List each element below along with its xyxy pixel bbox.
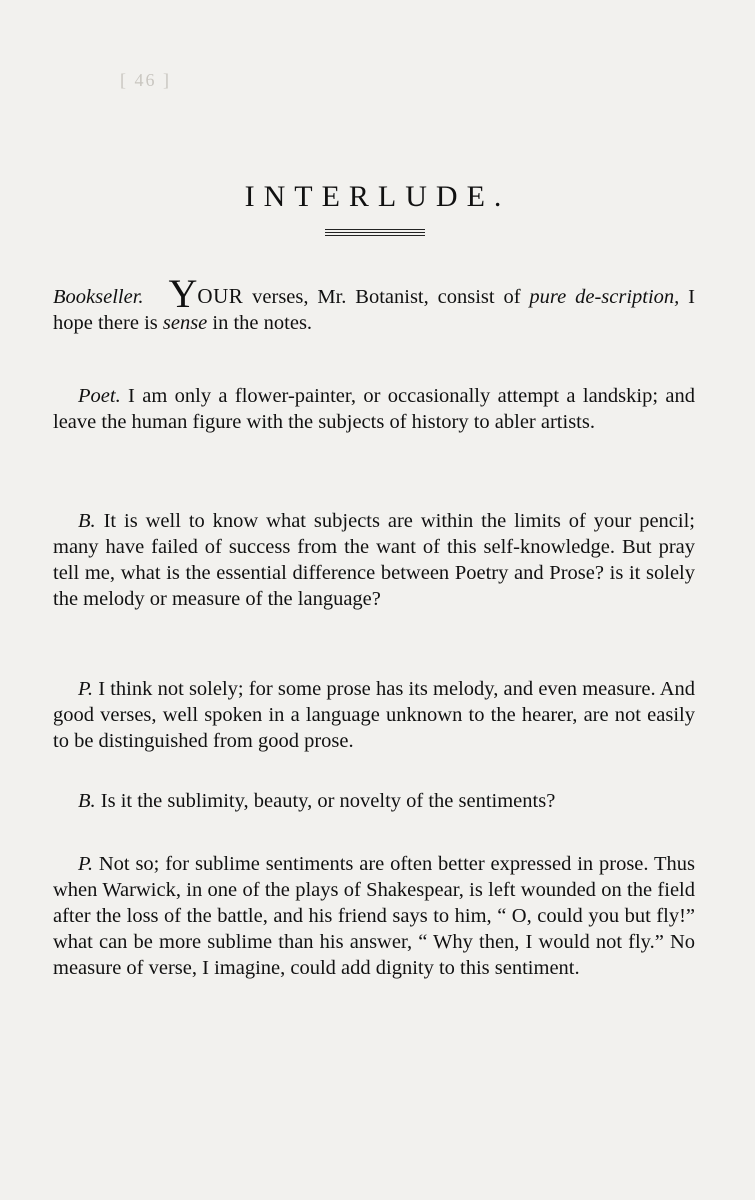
paragraph-text: Is it the sublimity, beauty, or novelty of the sentiments? (95, 789, 556, 812)
title-rule (325, 235, 425, 236)
speaker-label: B. (78, 509, 96, 532)
italic-text: sense (162, 311, 208, 334)
title-rule (325, 229, 425, 230)
paragraph-b-1 (53, 508, 695, 612)
speaker-label: Poet. (78, 384, 121, 407)
speaker-label: B. (78, 789, 96, 812)
speaker-label: P. (78, 852, 94, 875)
drop-cap: Y (168, 270, 198, 316)
small-caps-text: OUR (197, 283, 244, 308)
italic-text: pure de-scription, (529, 285, 680, 308)
paragraph-p-1 (53, 676, 695, 754)
title-rule (325, 232, 425, 233)
speaker-label: Bookseller. (53, 285, 144, 308)
paragraph-bookseller (53, 270, 695, 336)
bleed-through-page-number: [ 46 ] (120, 70, 171, 90)
speaker-label: P. (78, 677, 94, 700)
paragraph-p-2 (53, 851, 695, 981)
paragraph-text: Not so; for sublime sentiments are often better expressed in prose. Thus when Warwick, in one of the plays of Shakespear, is left wounded on the field after the loss of the battle, and his friend says to him, “ O, could you but fly!” what can be more sublime than his answer, “ Why then, I would not fly.” No measure of verse, I imagine, could add dignity to this sentiment. (53, 852, 695, 979)
paragraph-text: I think not solely; for some prose has its melody, and even measure. And good verses, well spoken in a language unknown to the hearer, are not easily to be distinguished from good prose. (53, 677, 695, 752)
page-title: INTERLUDE. (244, 180, 511, 214)
paragraph-b-2 (53, 788, 695, 814)
paragraph-text: verses, Mr. Botanist, consist of (243, 285, 530, 308)
paragraph-poet (53, 383, 695, 435)
paragraph-text: I am only a flower-painter, or occasionally attempt a landskip; and leave the human figure with the subjects of history to abler artists. (53, 384, 695, 433)
paragraph-text: I hope there is (53, 285, 695, 334)
paragraph-text: in the notes. (207, 311, 313, 334)
paragraph-text: It is well to know what subjects are within the limits of your pencil; many have failed of success from the want of this self-knowledge. But pray tell me, what is the essential difference between Poetry and Prose? is it solely the melody or measure of the language? (53, 509, 695, 610)
